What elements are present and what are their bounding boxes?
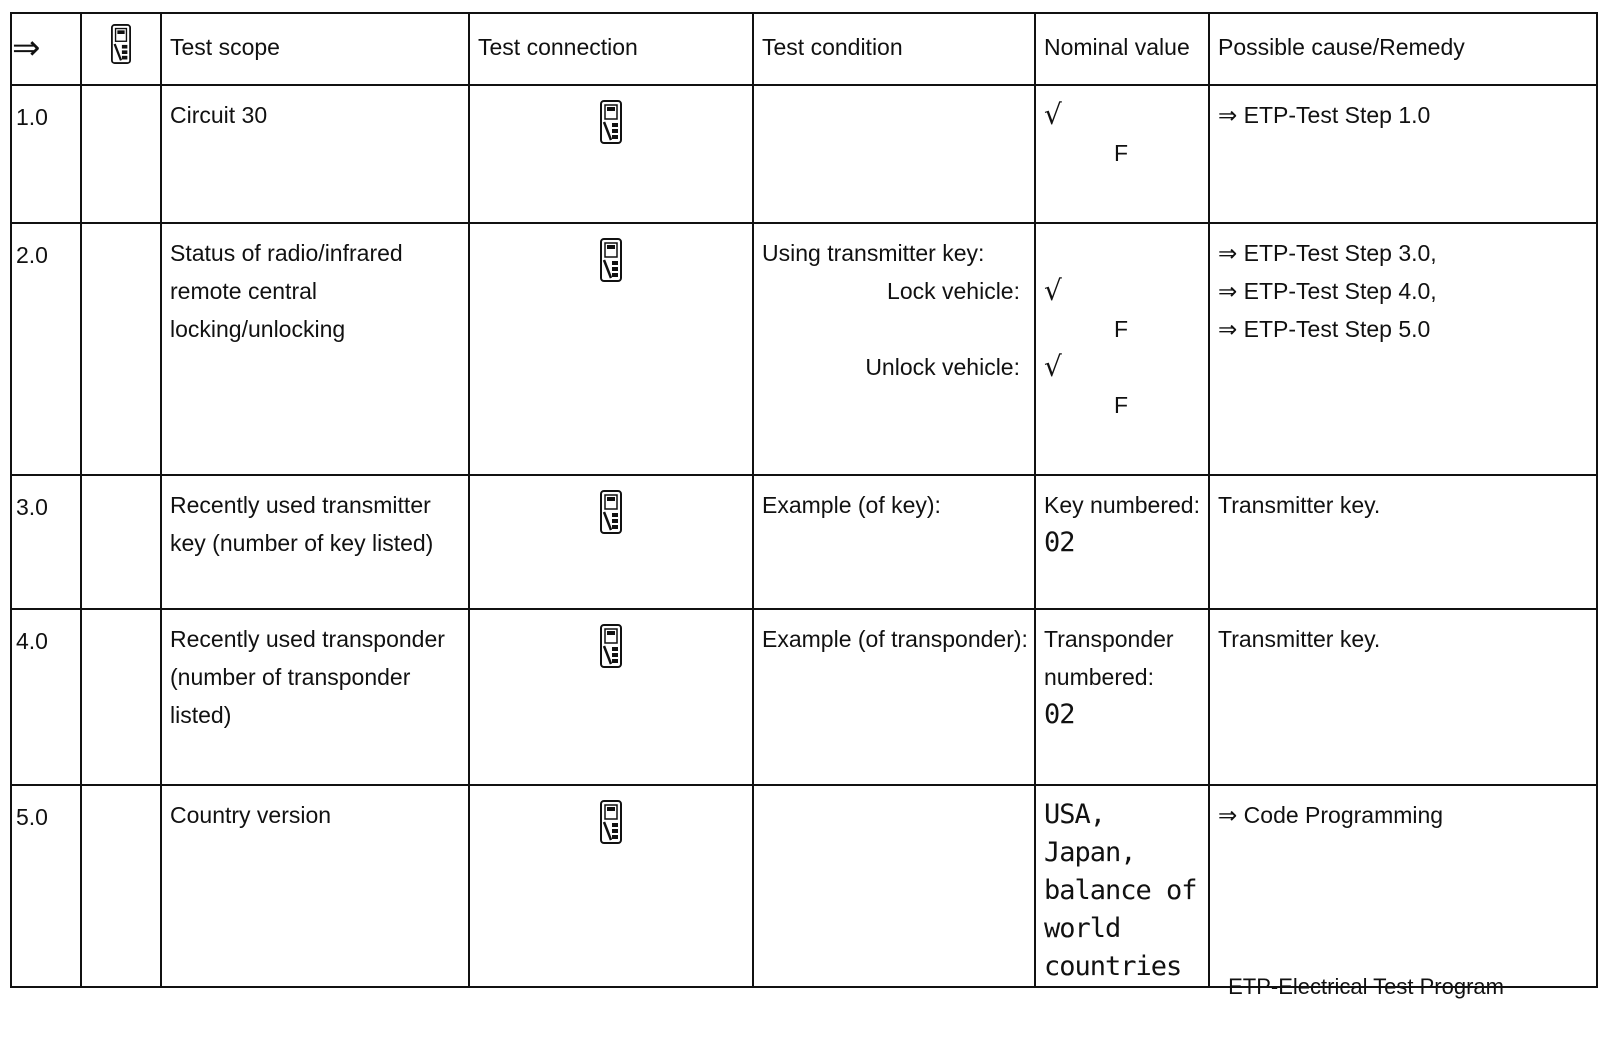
test-condition: Example (of key): xyxy=(762,492,941,518)
nominal-value xyxy=(1036,610,1208,734)
checkmark-icon: √ xyxy=(1044,98,1062,131)
empty-cell xyxy=(81,609,161,785)
remedy-list xyxy=(1210,224,1596,348)
remedy-link[interactable]: ⇒ ETP-Test Step 1.0 xyxy=(1218,102,1431,128)
step-number: 2.0 xyxy=(16,242,48,268)
tester-device-icon xyxy=(110,24,132,64)
tester-device-icon xyxy=(599,490,623,534)
remedy-link[interactable]: ⇒ ETP-Test Step 3.0, xyxy=(1218,240,1437,266)
tester-device-icon xyxy=(599,238,623,282)
footer-caption: ETP-Electrical Test Program xyxy=(1228,974,1504,999)
remedy-link[interactable]: ⇒ ETP-Test Step 5.0 xyxy=(1218,316,1431,342)
condition-lock: Lock vehicle: xyxy=(887,278,1020,304)
possible-cause-header: Possible cause/Remedy xyxy=(1209,13,1597,85)
step-number: 1.0 xyxy=(16,104,48,130)
remedy-text: Transmitter key. xyxy=(1218,492,1381,518)
table-row xyxy=(11,785,1597,987)
test-condition-header: Test condition xyxy=(753,13,1035,85)
fault-code: F xyxy=(1114,392,1129,418)
table-row xyxy=(11,85,1597,223)
lcd-readout: 02 xyxy=(1044,527,1075,558)
table-row xyxy=(11,223,1597,475)
step-number: 5.0 xyxy=(16,804,48,830)
arrow-icon: ⇒ xyxy=(12,29,41,67)
test-table xyxy=(10,12,1598,988)
lcd-readout: 02 xyxy=(1044,699,1075,730)
empty-cell xyxy=(81,223,161,475)
table-row xyxy=(11,475,1597,609)
checkmark-icon: √ xyxy=(1044,274,1062,307)
tester-device-icon xyxy=(599,100,623,144)
tester-device-icon xyxy=(599,800,623,844)
nominal-value xyxy=(1036,476,1208,562)
empty-cell xyxy=(81,785,161,987)
step-number: 4.0 xyxy=(16,628,48,654)
test-condition xyxy=(754,224,1034,386)
test-scope: Status of radio/infrared remote central locking/unlocking xyxy=(170,240,403,342)
step-number: 3.0 xyxy=(16,494,48,520)
remedy-link[interactable]: ⇒ ETP-Test Step 4.0, xyxy=(1218,278,1437,304)
table-row xyxy=(11,609,1597,785)
tester-device-icon xyxy=(599,624,623,668)
remedy-text: Transmitter key. xyxy=(1218,626,1381,652)
condition-title: Using transmitter key: xyxy=(762,240,985,266)
test-connection-header: Test connection xyxy=(469,13,753,85)
nominal-value xyxy=(1036,86,1208,172)
nominal-label: Key numbered: xyxy=(1044,492,1200,518)
test-condition xyxy=(753,785,1035,987)
condition-unlock: Unlock vehicle: xyxy=(865,354,1020,380)
lcd-readout: USA, Japan, balance of world countries xyxy=(1044,799,1197,982)
test-scope: Circuit 30 xyxy=(170,102,268,128)
checkmark-icon: √ xyxy=(1044,350,1062,383)
remedy-link[interactable]: ⇒ Code Programming xyxy=(1218,802,1444,828)
fault-code: F xyxy=(1114,316,1129,342)
nominal-value xyxy=(1036,224,1208,424)
tester-header xyxy=(81,13,161,85)
test-scope: Recently used transmitter key (number of key listed) xyxy=(170,492,434,556)
fault-code: F xyxy=(1114,140,1129,166)
nominal-label: Transponder numbered: xyxy=(1044,626,1174,690)
test-condition: Example (of transponder): xyxy=(762,626,1028,652)
header-row xyxy=(11,13,1597,85)
test-scope: Country version xyxy=(170,802,332,828)
test-scope: Recently used transponder (number of transponder listed) xyxy=(170,626,445,728)
test-scope-header: Test scope xyxy=(161,13,469,85)
arrow-header xyxy=(11,13,81,85)
test-condition xyxy=(753,85,1035,223)
nominal-value-header: Nominal value xyxy=(1035,13,1209,85)
empty-cell xyxy=(81,85,161,223)
empty-cell xyxy=(81,475,161,609)
